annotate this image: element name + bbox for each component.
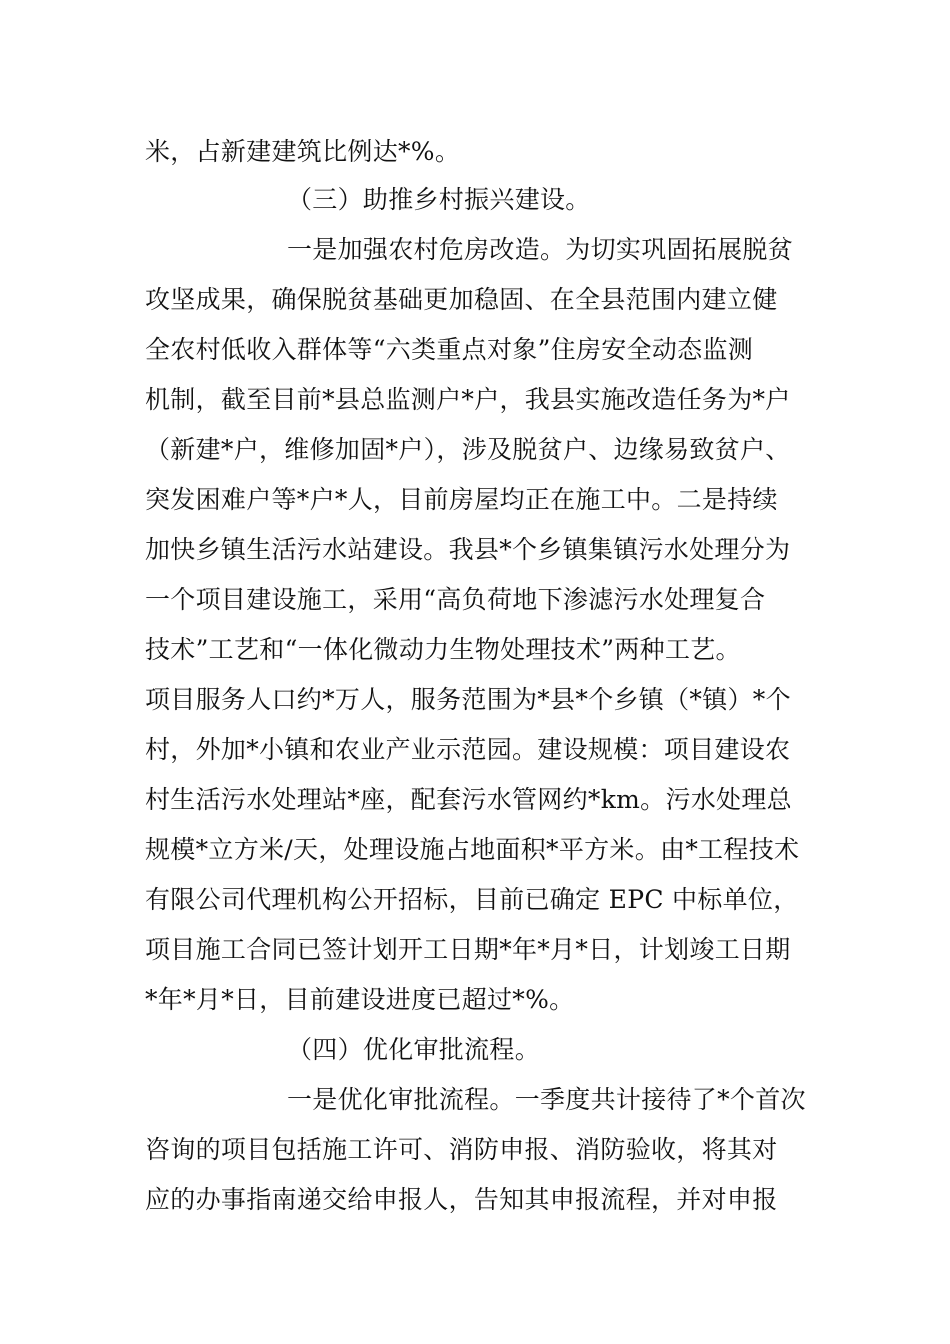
paragraph-first-line: 一是加强农村危房改造。为切实巩固拓展脱贫 xyxy=(287,235,794,264)
body-text-line: （新建*户，维修加固*户），涉及脱贫户、边缘易致贫户、 xyxy=(145,435,791,464)
section-heading-3: （三）助推乡村振兴建设。 xyxy=(287,185,591,214)
body-text-line: 全农村低收入群体等“六类重点对象”住房安全动态监测 xyxy=(145,335,754,364)
body-text-line: 攻坚成果，确保脱贫基础更加稳固、在全县范围内建立健 xyxy=(145,285,778,314)
body-text-line: 村，外加*小镇和农业产业示范园。建设规模：项目建设农 xyxy=(145,735,791,764)
body-text-line: 咨询的项目包括施工许可、消防申报、消防验收，将其对 xyxy=(145,1135,778,1164)
body-text-line: 规模*立方米/天，处理设施占地面积*平方米。由*工程技术 xyxy=(145,835,800,864)
body-text-line: 应的办事指南递交给申报人，告知其申报流程，并对申报 xyxy=(145,1185,778,1214)
body-text-line: 项目施工合同已签计划开工日期*年*月*日，计划竣工日期 xyxy=(145,935,791,964)
paragraph-first-line: 一是优化审批流程。一季度共计接待了*个首次 xyxy=(287,1085,806,1114)
body-text-line: 加快乡镇生活污水站建设。我县*个乡镇集镇污水处理分为 xyxy=(145,535,791,564)
body-text-line: 一个项目建设施工，采用“高负荷地下渗滤污水处理复合 xyxy=(145,585,766,614)
body-text-line: *年*月*日，目前建设进度已超过*%。 xyxy=(145,985,575,1014)
body-text-line: 机制，截至目前*县总监测户*户，我县实施改造任务为*户 xyxy=(145,385,791,414)
body-text-line: 米，占新建建筑比例达*%。 xyxy=(145,137,461,166)
body-text-line: 项目服务人口约*万人，服务范围为*县*个乡镇（*镇）*个 xyxy=(145,685,791,714)
body-text-line: 村生活污水处理站*座，配套污水管网约*km。污水处理总 xyxy=(145,785,792,814)
section-heading-4: （四）优化审批流程。 xyxy=(287,1035,541,1064)
body-text-line: 突发困难户等*户*人，目前房屋均正在施工中。二是持续 xyxy=(145,485,778,514)
body-text-line: 有限公司代理机构公开招标，目前已确定 EPC 中标单位， xyxy=(145,885,799,914)
body-text-line: 技术”工艺和“一体化微动力生物处理技术”两种工艺。 xyxy=(145,635,741,664)
